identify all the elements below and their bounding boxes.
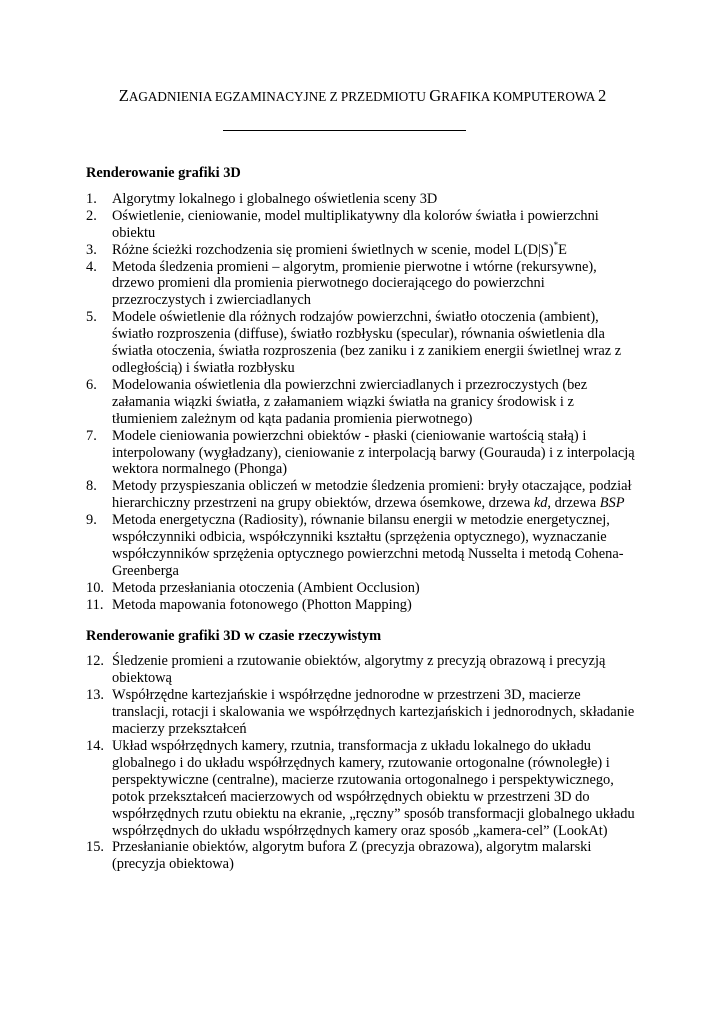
topic-text-part: Różne ścieżki rozchodzenia się promieni świetlnych w scenie, model L(D|S) — [112, 241, 554, 258]
topic-item — [86, 428, 636, 479]
topic-text — [112, 478, 631, 511]
topic-number: 15. — [86, 839, 104, 856]
topic-item — [86, 580, 636, 597]
topic-text-part: Przesłanianie obiektów, algorytm bufora Z (precyzja obrazowa), algorytm malarski (precyzja obiektowa) — [112, 839, 592, 873]
topic-number: 9. — [86, 512, 97, 529]
topic-number: 4. — [86, 258, 97, 275]
topic-text-part: Metoda mapowania fotonowego (Photton Mapping) — [112, 596, 412, 613]
topic-text-part: Metoda śledzenia promieni – algorytm, promienie pierwotne i wtórne (rekursywne), drzewo promieni dla promienia pierwotnego docierającego do powierzchni przezroczystych i zwierciadlanych — [112, 258, 597, 309]
topic-text-part: Współrzędne kartezjańskie i współrzędne jednorodne w przestrzeni 3D, macierze translacji, rotacji i skalowania we współrzędnych kartezjańskich i jednorodnych, składanie macierzy przekształceń — [112, 687, 635, 738]
topic-text — [112, 738, 635, 839]
page-title-part: 2 — [598, 86, 607, 105]
topic-number: 11. — [86, 596, 104, 613]
topic-item — [86, 309, 636, 377]
topic-text — [112, 208, 599, 241]
section-heading-realtime-rendering: Renderowanie grafiki 3D w czasie rzeczywistym — [86, 627, 382, 644]
topic-text — [112, 580, 420, 596]
page-title-part: AGADNIENIA EGZAMINACYJNE Z PRZEDMIOTU — [128, 89, 430, 104]
topic-text-part: , drzewa — [547, 495, 600, 512]
topic-text — [112, 259, 597, 309]
topic-list-rendering-3d — [86, 191, 636, 614]
section-heading-rendering-3d: Renderowanie grafiki 3D — [86, 165, 241, 181]
topic-item — [86, 839, 636, 873]
topic-text — [112, 428, 635, 478]
page-title-part: Z — [118, 86, 129, 105]
topic-text-part: Metoda energetyczna (Radiosity), równanie bilansu energii w metodzie energetycznej, współczynniki odbicia, współczynniki kształtu (sprzężenia optycznego), wyznaczanie współczynników sprzężenia optycznego powierzchni metodą Nusselta i metodą Cohena-Greenberga — [112, 512, 624, 579]
document-body — [86, 165, 636, 873]
topic-text-part: Układ współrzędnych kamery, rzutnia, transformacja z układu lokalnego do układu globalnego i do układu współrzędnych kamery, rzutowanie ortogonalne (równoległe) i perspektywiczne (centralne), macierze rzutowania ortogonalnego i perspektywicznego, potok przekształceń macierzowych od współrzędnych obiektu w przestrzeni 3D do współrzędnych rzutu obiektu na ekranie, „ręczny” sposób transformacji globalnego układu współrzędnych do układu współrzędnych kamery oraz sposób „kamera-cel” (LookAt) — [112, 738, 635, 839]
topic-number: 3. — [86, 241, 97, 258]
topic-number: 13. — [86, 687, 104, 704]
topic-number: 1. — [86, 190, 97, 207]
topic-text-part: Oświetlenie, cieniowanie, model multiplikatywny dla kolorów światła i powierzchni obiektu — [112, 207, 599, 241]
topic-text — [112, 239, 567, 258]
topic-number: 8. — [86, 478, 97, 495]
topic-item — [86, 478, 636, 512]
topic-item — [86, 259, 636, 310]
topic-text — [112, 512, 624, 579]
topic-number: 7. — [86, 427, 97, 444]
topic-text-part: Metody przyspieszania obliczeń w metodzie śledzenia promieni: bryły otaczające, podział hierarchiczny przestrzeni na grupy obiektów, drzewa ósemkowe, drzewa — [112, 478, 632, 512]
topic-item — [86, 191, 636, 208]
topic-item — [86, 239, 636, 259]
superscript: * — [553, 239, 559, 250]
page-title-part: RAFIKA KOMPUTEROWA — [441, 89, 598, 104]
topic-number: 10. — [86, 579, 104, 596]
topic-item — [86, 377, 636, 428]
topic-list-realtime-rendering — [86, 653, 636, 873]
page-title — [0, 86, 725, 107]
topic-item — [86, 653, 636, 687]
topic-number: 14. — [86, 738, 104, 754]
topic-text — [112, 839, 591, 872]
topic-text-part: Modele cieniowania powierzchni obiektów - płaski (cieniowanie wartością stałą) i interpolowany (wygładzany), cieniowanie z interpolacją barwy (Gourauda) i z interpolacją wektora normalnego (Phonga) — [112, 427, 635, 478]
topic-text — [112, 687, 634, 737]
topic-number: 12. — [86, 653, 104, 670]
topic-number: 6. — [86, 376, 97, 393]
topic-text-part: Modele oświetlenie dla różnych rodzajów powierzchni, światło otoczenia (ambient), światło rozproszenia (diffuse), światło rozbłysku (specular), równania oświetlenia dla światła otoczenia, światła rozproszenia (bez zaniku i z zanikiem energii świetlnej wraz z odległością) i światła rozbłysku — [112, 309, 622, 376]
topic-text — [112, 597, 412, 613]
topic-item — [86, 738, 636, 839]
topic-item — [86, 512, 636, 580]
topic-text — [112, 653, 605, 686]
topic-text-part: E — [558, 241, 567, 258]
italic-term: BSP — [599, 495, 625, 512]
topic-item — [86, 687, 636, 738]
topic-text — [112, 309, 621, 376]
topic-text — [112, 191, 437, 207]
topic-text-part: Modelowania oświetlenia dla powierzchni zwierciadlanych i przezroczystych (bez załamania wiązki światła, z załamaniem wiązki światła na granicy środowisk i z tłumieniem zależnym od kąta padania promienia pierwotnego) — [112, 376, 588, 427]
topic-item — [86, 208, 636, 242]
topic-text — [112, 377, 587, 427]
title-divider — [223, 130, 466, 131]
topic-text-part: Metoda przesłaniania otoczenia (Ambient Occlusion) — [112, 579, 420, 596]
topic-text-part: Algorytmy lokalnego i globalnego oświetlenia sceny 3D — [112, 190, 438, 207]
topic-number: 2. — [86, 207, 97, 224]
page-title-part: G — [429, 86, 442, 105]
topic-item — [86, 597, 636, 614]
topic-number: 5. — [86, 309, 97, 326]
topic-text-part: Śledzenie promieni a rzutowanie obiektów, algorytmy z precyzją obrazową i precyzją obiektową — [112, 653, 606, 687]
italic-term: kd — [533, 495, 548, 512]
